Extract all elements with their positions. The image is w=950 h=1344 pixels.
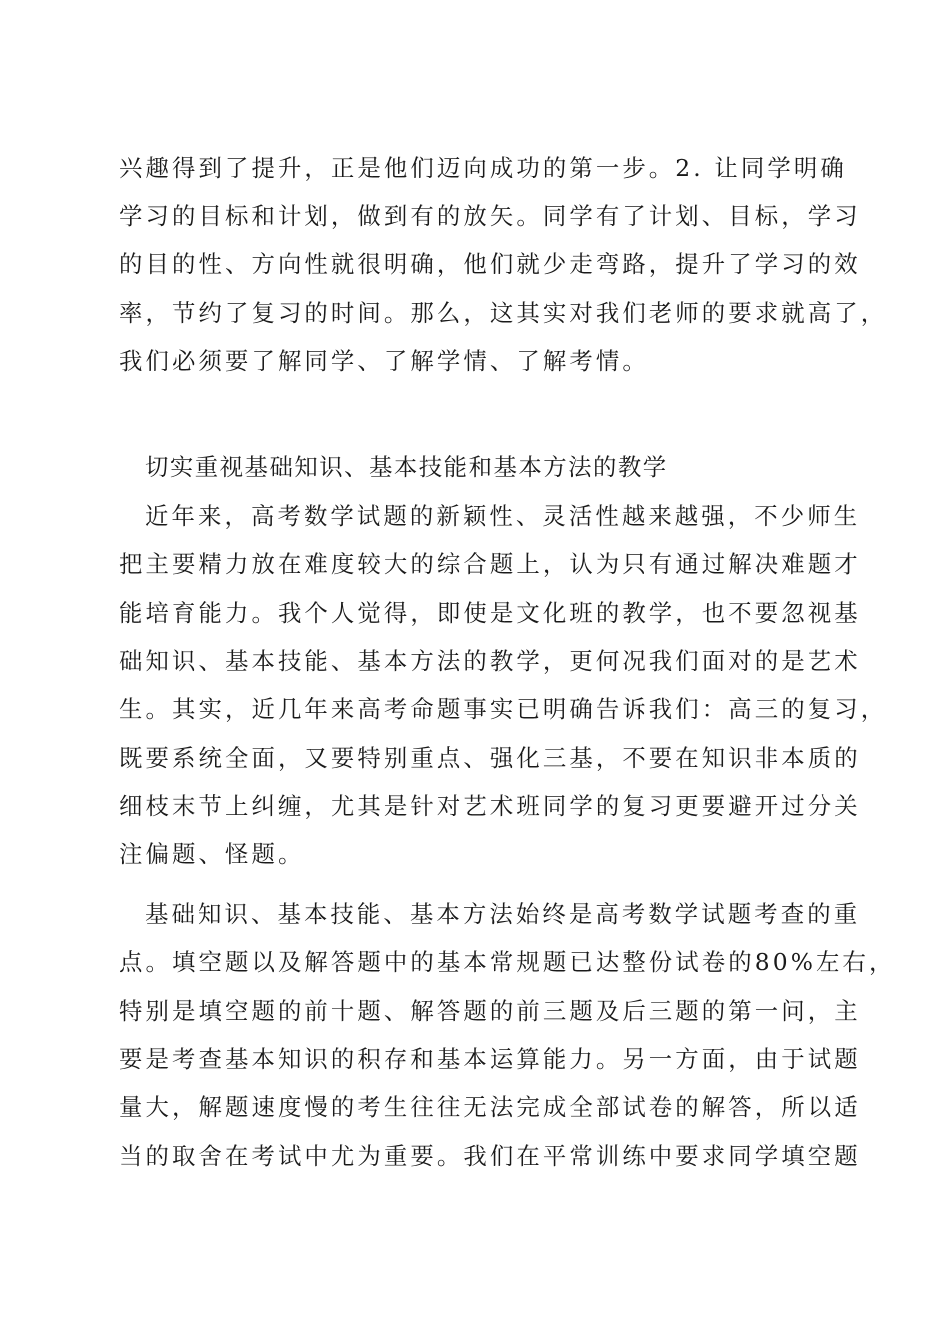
text-line: 兴趣得到了提升，正是他们迈向成功的第一步。2. 让同学明确 [119, 154, 847, 182]
text-line: 把主要精力放在难度较大的综合题上，认为只有通过解决难题才 [119, 550, 861, 578]
text-line: 础知识、基本技能、基本方法的教学，更何况我们面对的是艺术 [119, 647, 861, 675]
text-line: 基础知识、基本技能、基本方法始终是高考数学试题考查的重 [145, 900, 861, 928]
text-line: 注偏题、怪题。 [119, 840, 305, 868]
text-line: 量大，解题速度慢的考生往往无法完成全部试卷的解答，所以适 [119, 1093, 861, 1121]
text-line: 点。填空题以及解答题中的基本常规题已达整份试卷的80%左右， [119, 948, 896, 976]
text-line: 特别是填空题的前十题、解答题的前三题及后三题的第一问，主 [119, 997, 861, 1025]
text-line: 率，节约了复习的时间。那么，这其实对我们老师的要求就高了， [119, 299, 888, 327]
text-line: 学习的目标和计划，做到有的放矢。同学有了计划、目标，学习 [119, 202, 861, 230]
text-line: 既要系统全面，又要特别重点、强化三基，不要在知识非本质的 [119, 744, 861, 772]
text-line: 要是考查基本知识的积存和基本运算能力。另一方面，由于试题 [119, 1045, 861, 1073]
text-line: 生。其实，近几年来高考命题事实已明确告诉我们：高三的复习， [119, 695, 888, 723]
text-line: 能培育能力。我个人觉得，即使是文化班的教学，也不要忽视基 [119, 599, 861, 627]
text-line: 细枝末节上纠缠，尤其是针对艺术班同学的复习更要避开过分关 [119, 792, 861, 820]
text-line: 近年来，高考数学试题的新颖性、灵活性越来越强，不少师生 [145, 502, 861, 530]
text-line: 当的取舍在考试中尤为重要。我们在平常训练中要求同学填空题 [119, 1142, 861, 1170]
section-heading: 切实重视基础知识、基本技能和基本方法的教学 [145, 453, 668, 481]
text-line: 的目的性、方向性就很明确，他们就少走弯路，提升了学习的效 [119, 250, 861, 278]
text-line: 我们必须要了解同学、了解学情、了解考情。 [119, 347, 649, 375]
